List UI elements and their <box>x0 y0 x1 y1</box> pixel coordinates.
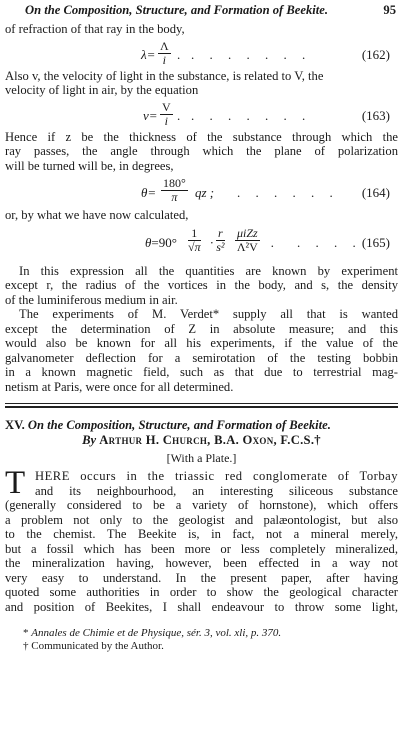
fraction-denominator: Λ²V <box>236 239 258 254</box>
equation-number: (165) <box>361 234 390 250</box>
fraction <box>216 227 225 254</box>
equation-number: (162) <box>361 46 390 62</box>
text-line: very easy to understand. In the present paper, after having <box>5 570 398 585</box>
footnote-text: Communicated by the Author. <box>31 640 164 652</box>
running-header <box>5 2 398 22</box>
fraction-numerator: r <box>218 225 223 240</box>
text-line: HERE occurs in the triassic red conglomerate of Torbay <box>35 469 398 483</box>
equation-163 <box>5 100 398 130</box>
fraction-denominator: √π <box>188 239 201 254</box>
leader-dots: . . . . . . . <box>191 46 312 62</box>
section-divider <box>5 403 398 404</box>
section-divider-thick <box>5 406 398 408</box>
fraction <box>188 227 201 254</box>
text-line: The experiments of M. Verdet* supply all that is wanted <box>19 307 398 321</box>
footnote <box>23 640 398 653</box>
footnote <box>23 627 398 640</box>
fraction-numerator: 1 <box>188 227 201 241</box>
text-line: In this expression all the quantities are known by experiment <box>19 263 398 278</box>
text-line: ray passes, the angle through which the plane of polarization <box>5 144 398 158</box>
text-line: Also v, the velocity of light in the substance, is related to V, the <box>5 68 324 83</box>
equation-lhs: θ= <box>141 185 157 200</box>
equation-tail: . <box>177 107 187 123</box>
fraction-denominator: π <box>171 190 178 204</box>
leader-dots: . . . . . . . <box>191 107 312 123</box>
footnotes <box>5 627 398 653</box>
fraction <box>160 101 173 128</box>
page-number: 95 <box>383 3 396 17</box>
text-line: of refraction of that ray in the body, <box>5 22 185 36</box>
text-line: in a known magnetic field, such as that due to terrestrial mag- <box>5 365 398 379</box>
text-line: to the chemist. The Beekite is, in fact, not a mineral merely, <box>5 527 398 541</box>
leader-dots: . . . . <box>297 234 362 250</box>
equation-number: (163) <box>361 107 390 123</box>
fraction-denominator: i <box>162 52 167 67</box>
text-line: netism at Paris, were once for all determined. <box>5 379 234 394</box>
article-author: Arthur H. Church, B.A. Oxon, F.C.S.† <box>99 433 321 447</box>
text-line: Hence if z be the thickness of the substance through which the <box>5 129 398 144</box>
text-line: and position of Beekites, I shall endeavour to throw some light, <box>5 599 398 614</box>
text-line: but a fossil which has been more or less completely mineralized, <box>5 541 398 556</box>
fraction-numerator: V <box>162 99 171 114</box>
text-line: except r, the radius of the vortices in the body, and s, the density <box>5 278 398 292</box>
fraction-denominator: s² <box>216 239 225 254</box>
article-numeral: XV. <box>5 418 25 432</box>
article-title-text: On the Composition, Structure, and Formation of Beekite. <box>27 418 331 432</box>
equation-lhs: θ=90° <box>145 234 177 250</box>
text-line: (generally considered to be a variety of hornstone), which offers <box>5 498 398 512</box>
equation-lhs: λ= <box>141 46 156 62</box>
drop-cap: T <box>5 465 26 501</box>
text-line: the mineralization having, however, been effected in a way not <box>5 556 398 570</box>
article-title <box>5 418 398 433</box>
text-line: and its neighbourhood, an interesting siliceous substance <box>35 483 398 498</box>
body-paragraph <box>5 465 398 614</box>
text-line: of the luminiferous medium in air. <box>5 292 178 307</box>
equation-tail: . <box>177 46 187 62</box>
equation-tail: qz ; <box>195 185 215 200</box>
fraction-numerator: Λ <box>160 38 169 53</box>
fraction <box>158 40 171 67</box>
footnote-text: Annales de Chimie et de Physique, sér. 3, vol. xli, p. 370. <box>31 627 282 639</box>
equation-162 <box>5 39 398 69</box>
text-line: or, by what we have now calculated, <box>5 208 189 222</box>
text-line: will be turned will be, in degrees, <box>5 158 174 173</box>
byline-by: By <box>82 433 97 447</box>
fraction <box>161 177 188 204</box>
text-line: velocity of light in air, by the equation <box>5 83 199 97</box>
equation-number: (164) <box>361 185 390 200</box>
text-line: quoted some authorities in order to show the geological character <box>5 585 398 599</box>
equation-dot: · <box>210 234 214 250</box>
fraction-numerator: μiZz <box>237 225 258 240</box>
fraction-denominator: i <box>164 113 168 128</box>
book-page <box>5 2 398 653</box>
text-line: a problem not only to the geologist and palæontologist, but also <box>5 512 398 527</box>
running-title: On the Composition, Structure, and Formation of Beekite. <box>25 3 328 17</box>
text-line: would also be known for all his experiments, if the value of the <box>5 336 398 350</box>
leader-dots: . . . . . . <box>237 185 339 200</box>
text-line: except the determination of Z in absolute measure; and this <box>5 321 398 336</box>
equation-lhs: v= <box>143 107 158 123</box>
footnote-mark: † <box>23 640 29 652</box>
equation-164 <box>5 176 398 206</box>
equation-165 <box>5 226 398 258</box>
footnote-mark: * <box>23 627 29 639</box>
equation-tail: . <box>271 234 275 250</box>
article-byline <box>5 433 398 448</box>
fraction <box>235 227 260 254</box>
plate-note: [With a Plate.] <box>166 451 237 465</box>
text-line: galvanometer deflection for a semirotation of the testing bobbin <box>5 350 398 365</box>
fraction-numerator: 180° <box>163 176 186 190</box>
